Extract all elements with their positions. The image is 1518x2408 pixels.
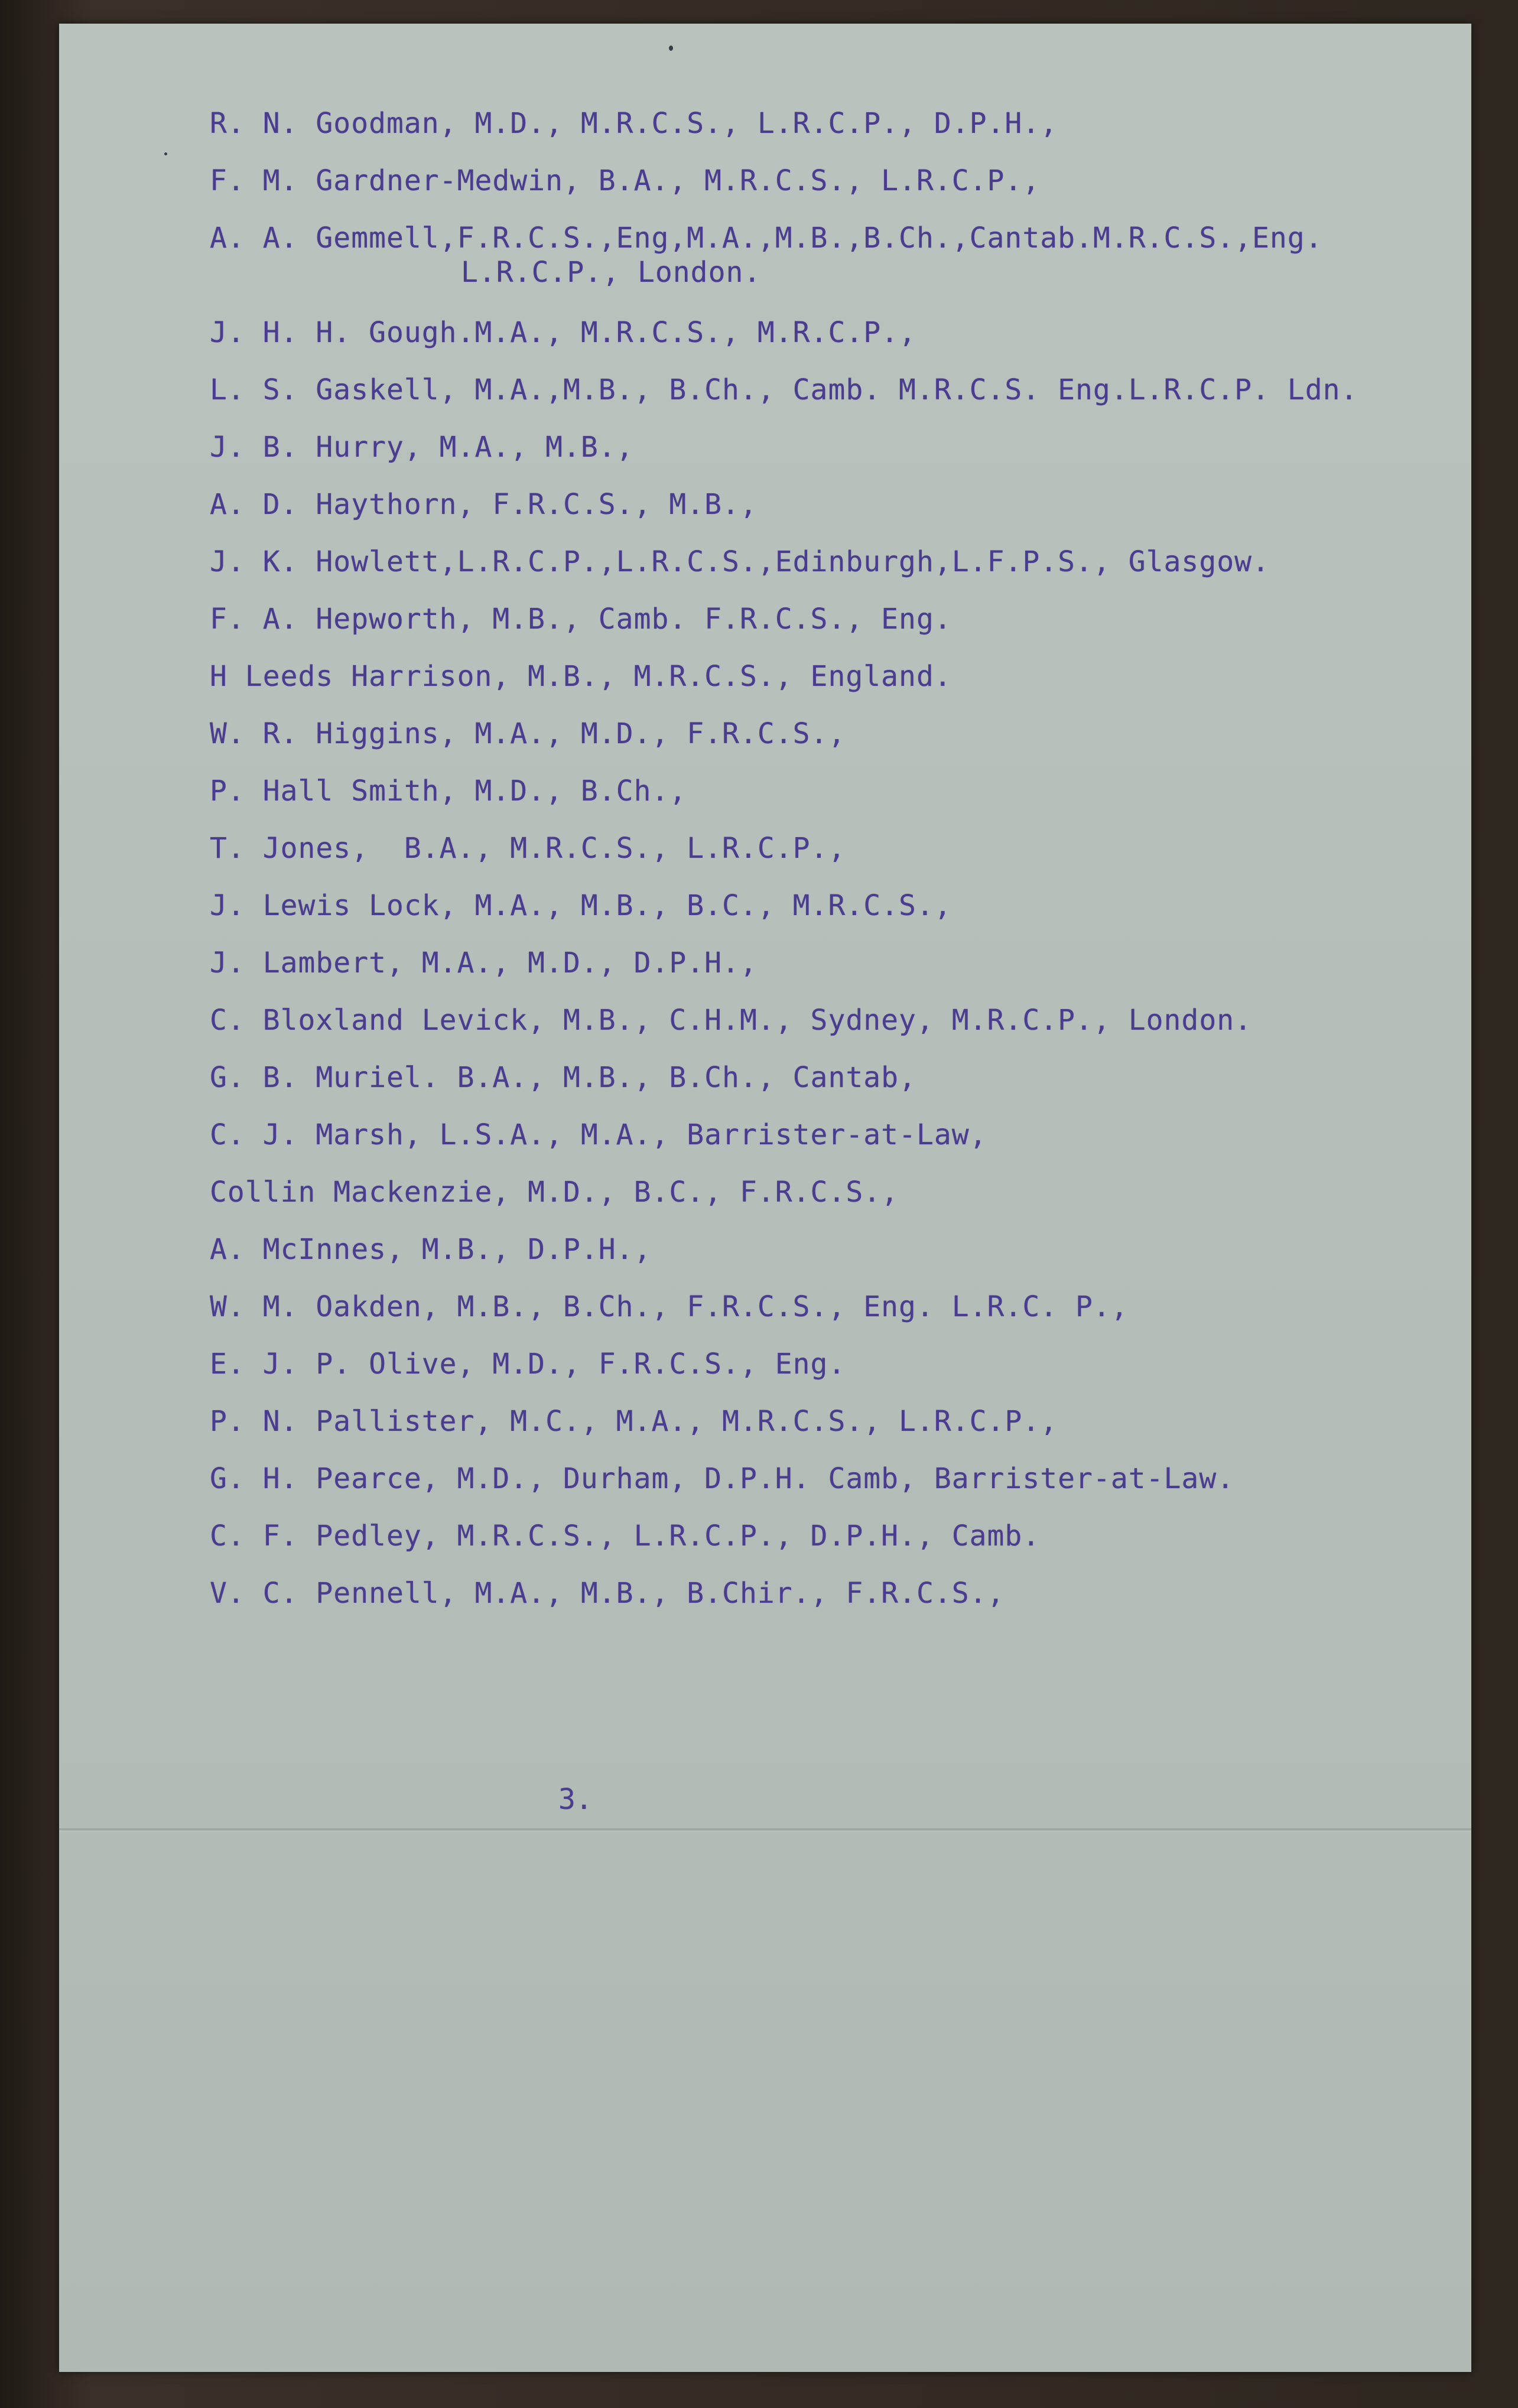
list-item — [210, 221, 1451, 315]
typed-page — [59, 24, 1471, 2372]
entry-continuation: L.R.C.P., London. — [461, 256, 762, 289]
ink-speck — [669, 45, 673, 51]
entry-text: T. Jones, B.A., M.R.C.S., L.R.C.P., — [210, 832, 846, 865]
list-item — [210, 1519, 1451, 1576]
paper-fold-crease — [59, 1828, 1471, 1832]
page-number: 3. — [558, 1783, 593, 1816]
list-item — [210, 1347, 1451, 1404]
entry-text: L. S. Gaskell, M.A.,M.B., B.Ch., Camb. M.R.C.S. Eng.L.R.C.P. Ldn. — [210, 373, 1358, 406]
entry-text: G. H. Pearce, M.D., Durham, D.P.H. Camb, Barrister-at-Law. — [210, 1462, 1235, 1495]
list-item — [210, 487, 1451, 545]
list-item — [210, 659, 1451, 717]
entry-text: G. B. Muriel. B.A., M.B., B.Ch., Cantab, — [210, 1061, 916, 1094]
list-item — [210, 1290, 1451, 1347]
list-item — [210, 1462, 1451, 1519]
entry-text: P. Hall Smith, M.D., B.Ch., — [210, 775, 687, 808]
entry-text: J. H. H. Gough.M.A., M.R.C.S., M.R.C.P., — [210, 316, 916, 349]
list-item — [210, 717, 1451, 774]
list-item — [210, 1175, 1451, 1232]
list-item — [210, 315, 1451, 373]
member-list — [210, 106, 1451, 1633]
list-item — [210, 545, 1451, 602]
entry-text: J. B. Hurry, M.A., M.B., — [210, 431, 634, 464]
entry-text: W. R. Higgins, M.A., M.D., F.R.C.S., — [210, 717, 846, 750]
list-item — [210, 1003, 1451, 1060]
entry-text: F. M. Gardner-Medwin, B.A., M.R.C.S., L.R.C.P., — [210, 164, 1041, 197]
list-item — [210, 889, 1451, 946]
list-item — [210, 831, 1451, 889]
entry-text: H Leeds Harrison, M.B., M.R.C.S., England. — [210, 660, 952, 693]
list-item — [210, 106, 1451, 164]
list-item — [210, 164, 1451, 221]
entry-text: J. Lambert, M.A., M.D., D.P.H., — [210, 946, 758, 980]
list-item — [210, 1232, 1451, 1290]
entry-text: C. J. Marsh, L.S.A., M.A., Barrister-at-Law, — [210, 1118, 987, 1151]
list-item — [210, 373, 1451, 430]
list-item — [210, 946, 1451, 1003]
entry-text: Collin Mackenzie, M.D., B.C., F.R.C.S., — [210, 1176, 899, 1209]
entry-text: C. F. Pedley, M.R.C.S., L.R.C.P., D.P.H., Camb. — [210, 1519, 1041, 1553]
entry-text: P. N. Pallister, M.C., M.A., M.R.C.S., L.R.C.P., — [210, 1405, 1058, 1438]
entry-text: V. C. Pennell, M.A., M.B., B.Chir., F.R.C.S., — [210, 1577, 1005, 1610]
entry-text: E. J. P. Olive, M.D., F.R.C.S., Eng. — [210, 1348, 846, 1381]
entry-text: W. M. Oakden, M.B., B.Ch., F.R.C.S., Eng. L.R.C. P., — [210, 1290, 1129, 1323]
entry-text: A. McInnes, M.B., D.P.H., — [210, 1233, 652, 1266]
list-item — [210, 602, 1451, 659]
list-item — [210, 1576, 1451, 1633]
list-item — [210, 1060, 1451, 1118]
entry-text: F. A. Hepworth, M.B., Camb. F.R.C.S., Eng. — [210, 603, 952, 636]
list-item — [210, 774, 1451, 831]
entry-text: C. Bloxland Levick, M.B., C.H.M., Sydney, M.R.C.P., London. — [210, 1004, 1253, 1037]
list-item — [210, 430, 1451, 487]
entry-text: R. N. Goodman, M.D., M.R.C.S., L.R.C.P., D.P.H., — [210, 107, 1058, 140]
entry-text: A. A. Gemmell,F.R.C.S.,Eng,M.A.,M.B.,B.Ch.,Cantab.M.R.C.S.,Eng. — [210, 222, 1323, 255]
ink-speck — [164, 152, 167, 155]
entry-text: A. D. Haythorn, F.R.C.S., M.B., — [210, 488, 758, 521]
entry-text: J. K. Howlett,L.R.C.P.,L.R.C.S.,Edinburgh,L.F.P.S., Glasgow. — [210, 545, 1270, 578]
list-item — [210, 1404, 1451, 1462]
list-item — [210, 1118, 1451, 1175]
entry-text: J. Lewis Lock, M.A., M.B., B.C., M.R.C.S., — [210, 889, 952, 922]
